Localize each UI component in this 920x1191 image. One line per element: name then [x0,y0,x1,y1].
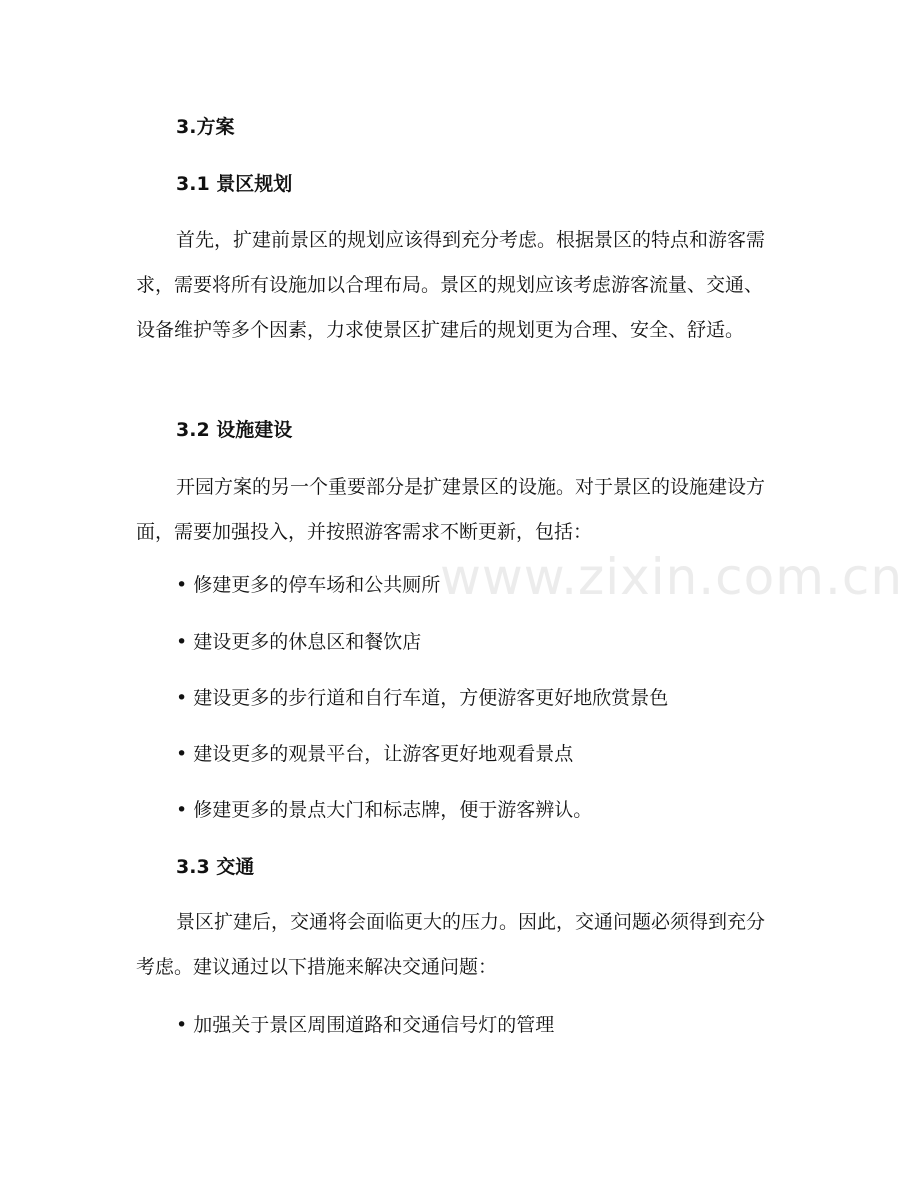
paragraph-3-1: 首先，扩建前景区的规划应该得到充分考虑。根据景区的特点和游客需求，需要将所有设施加以合理布局。景区的规划应该考虑游客流量、交通、设备维护等多个因素，力求使景区扩建后的规划更为合理、安全、舒适。 [136,229,766,341]
section-heading-3-3: 3.3 交通 [176,856,255,878]
list-item: • 加强关于景区周围道路和交通信号灯的管理 [176,1014,555,1036]
paragraph-3-2: 开园方案的另一个重要部分是扩建景区的设施。对于景区的设施建设方面，需要加强投入，并按照游客需求不断更新，包括： [136,476,766,543]
paragraph-3-3: 景区扩建后，交通将会面临更大的压力。因此，交通问题必须得到充分考虑。建议通过以下措施来解决交通问题： [136,911,766,978]
list-item: • 修建更多的景点大门和标志牌，便于游客辨认。 [176,799,593,821]
list-item: • 建设更多的步行道和自行车道，方便游客更好地欣赏景色 [176,687,669,709]
section-heading-3-1: 3.1 景区规划 [176,173,293,195]
watermark: www.zixin.com.cn [440,548,904,606]
list-item: • 建设更多的休息区和餐饮店 [176,631,422,653]
section-heading-3-2: 3.2 设施建设 [176,419,293,441]
list-item: • 建设更多的观景平台，让游客更好地观看景点 [176,743,574,765]
section-heading-3: 3.方案 [176,116,235,138]
list-item: • 修建更多的停车场和公共厕所 [176,574,441,596]
